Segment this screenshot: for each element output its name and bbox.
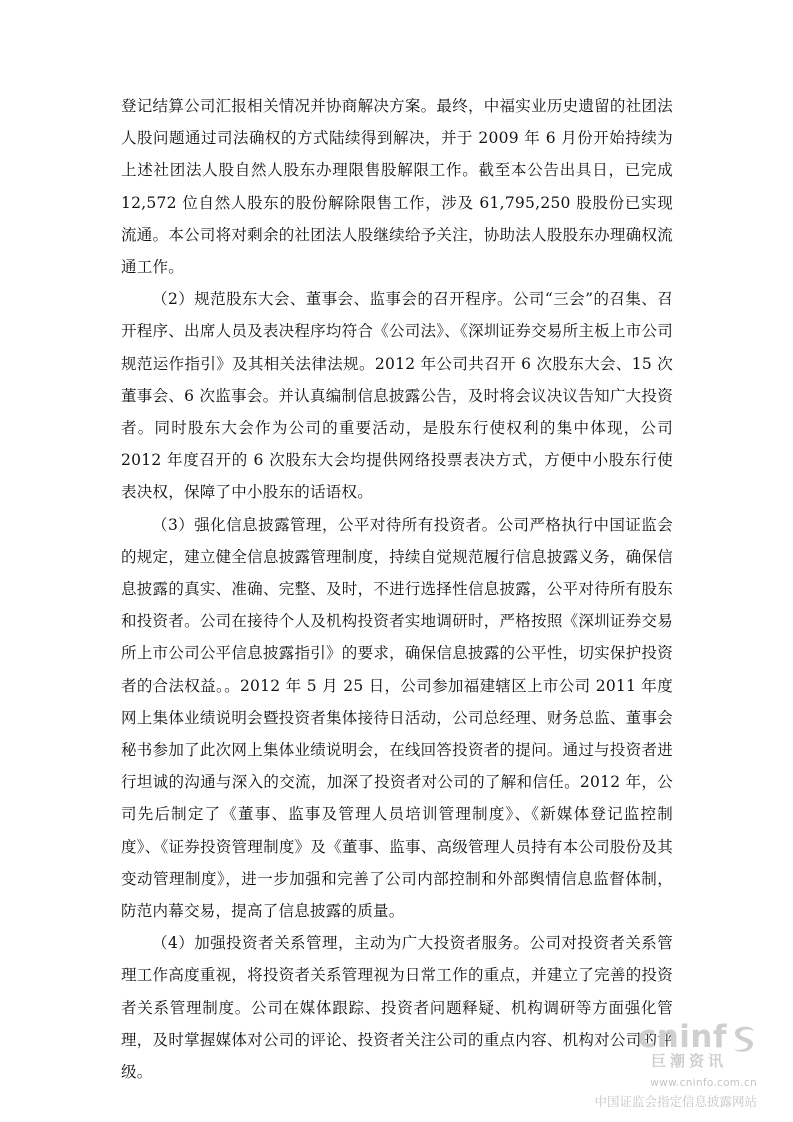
cninfo-logo-icon — [731, 1023, 757, 1057]
cninfo-watermark — [557, 1019, 757, 1110]
paragraph-1: 登记结算公司汇报相关情况并协商解决方案。最终，中福实业历史遗留的社团法人股问题通过司法确权的方式陆续得到解决，并于 2009 年 6 月份开始持续为上述社团法人股自然人股东办理限售股解限工作。截至本公告出具日，已完成 12,572 位自然人股东的股份解除限售工作，涉及 61,795,250 股股份已实现流通。本公司将对剩余的社团法人股继续给予关注，协助法人股股东办理确权流通工作。 — [121, 97, 673, 277]
watermark-brand: cninf — [637, 1019, 727, 1055]
paragraph-3: （3）强化信息披露管理，公平对待所有投资者。公司严格执行中国证监会的规定，建立健全信息披露管理制度，持续自觉规范履行信息披露义务，确保信息披露的真实、准确、完整、及时，不进行选择性信息披露，公平对待所有股东和投资者。公司在接待个人及机构投资者实地调研时，严格按照《深圳证券交易所上市公司公平信息披露指引》的要求，确保信息披露的公平性，切实保护投资者的合法权益。。2012 年 5 月 25 日，公司参加福建辖区上市公司 2011 年度网上集体业绩说明会暨投资者集体接待日活动，公司总经理、财务总监、董事会秘书参加了此次网上集体业绩说明会，在线回答投资者的提问。通过与投资者进行坦诚的沟通与深入的交流，加深了投资者对公司的了解和信任。2012 年，公司先后制定了《董事、监事及管理人员培训管理制度》、《新媒体登记监控制度》、《证券投资管理制度》及《董事、监事、高级管理人员持有本公司股份及其变动管理制度》，进一步加强和完善了公司内部控制和外部舆情信息监督体制，防范内幕交易，提高了信息披露的质量。 — [121, 515, 673, 921]
paragraph-2: （2）规范股东大会、董事会、监事会的召开程序。公司“三会”的召集、召开程序、出席人员及表决程序均符合《公司法》、《深圳证券交易所主板上市公司规范运作指引》及其相关法律法规。2012 年公司共召开 6 次股东大会、15 次董事会、6 次监事会。并认真编制信息披露公告，及时将会议决议告知广大投资者。同时股东大会作为公司的重要活动，是股东行使权利的集中体现，公司 2012 年度召开的 6 次股东大会均提供网络投票表决方式，方便中小股东行使表决权，保障了中小股东的话语权。 — [121, 290, 673, 502]
paragraph-4: （4）加强投资者关系管理，主动为广大投资者服务。公司对投资者关系管理工作高度重视，将投资者关系管理视为日常工作的重点，并建立了完善的投资者关系管理制度。公司在媒体跟踪、投资者问题释疑、机构调研等方面强化管理，及时掌握媒体对公司的评论、投资者关注公司的重点内容、机构对公司的评级。 — [121, 934, 673, 1082]
watermark-url: www.cninfo.com.cn — [650, 1077, 757, 1089]
watermark-tagline: 中国证监会指定信息披露网站 — [594, 1094, 757, 1109]
watermark-logo — [557, 1019, 757, 1070]
watermark-brand-cn: 巨潮资讯 — [650, 1052, 727, 1070]
body-text — [121, 90, 673, 1088]
